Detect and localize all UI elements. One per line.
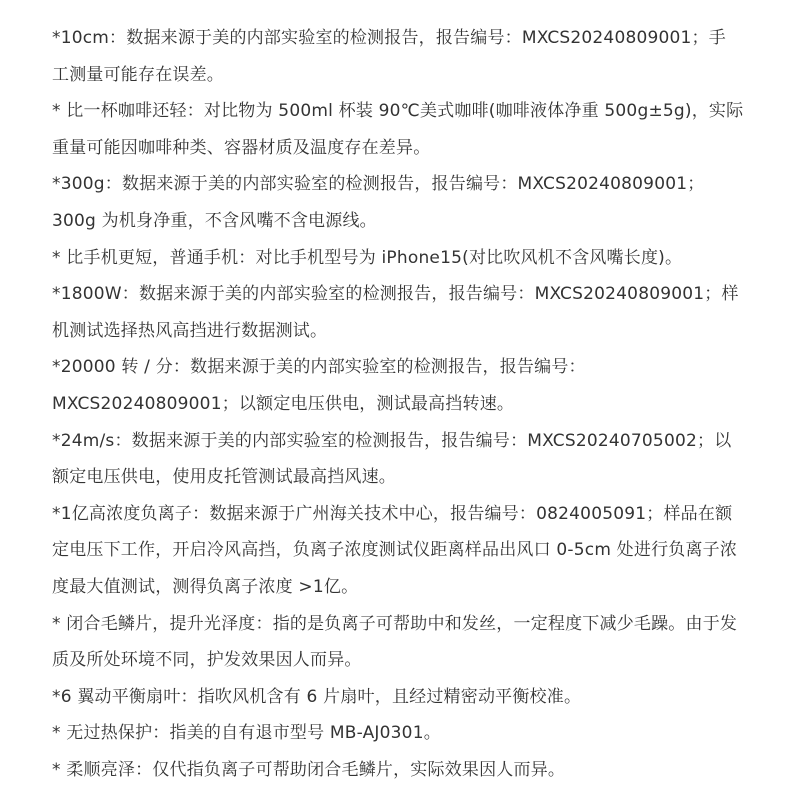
footnote-line: 重量可能因咖啡种类、容器材质及温度存在差异。 (52, 137, 431, 158)
footnote-item (52, 20, 764, 93)
footnote-line: 度最大值测试，测得负离子浓度 >1亿。 (52, 576, 359, 597)
footnote-item (52, 679, 764, 716)
footnote-item (52, 752, 764, 788)
footnote-line: * 无过热保护：指美的自有退市型号 MB-AJ0301。 (52, 723, 441, 744)
footnote-item (52, 715, 764, 752)
footnote-item (52, 349, 764, 422)
footnote-line: * 比手机更短，普通手机：对比手机型号为 iPhone15(对比吹风机不含风嘴长度)。 (52, 247, 683, 268)
footnote-line: *1800W：数据来源于美的内部实验室的检测报告，报告编号：MXCS20240809001；样 (52, 284, 739, 305)
footnote-line: * 比一杯咖啡还轻：对比物为 500ml 杯装 90℃美式咖啡(咖啡液体净重 500g±5g)，实际 (52, 101, 744, 122)
footnote-line: MXCS20240809001；以额定电压供电，测试最高挡转速。 (52, 393, 515, 414)
footnote-item (52, 496, 764, 606)
footnote-line: *300g：数据来源于美的内部实验室的检测报告，报告编号：MXCS20240809001； (52, 174, 705, 195)
footnote-line: *1亿高浓度负离子：数据来源于广州海关技术中心，报告编号：0824005091；样品在额 (52, 503, 733, 524)
footnote-line: * 闭合毛鳞片，提升光泽度：指的是负离子可帮助中和发丝，一定程度下减少毛躁。由于发 (52, 613, 738, 634)
footnote-line: *10cm：数据来源于美的内部实验室的检测报告，报告编号：MXCS20240809001；手 (52, 28, 726, 48)
footnote-line: *24m/s：数据来源于美的内部实验室的检测报告，报告编号：MXCS20240705002；以 (52, 430, 732, 451)
footnote-list (52, 20, 764, 788)
footnote-line: 工测量可能存在误差。 (52, 64, 224, 85)
footnote-line: 300g 为机身净重，不含风嘴不含电源线。 (52, 210, 377, 231)
footnote-item (52, 166, 764, 239)
footnote-line: 额定电压供电，使用皮托管测试最高挡风速。 (52, 467, 396, 488)
footnote-line: 定电压下工作，开启冷风高挡，负离子浓度测试仪距离样品出风口 0-5cm 处进行负离子浓 (52, 540, 738, 561)
footnote-item (52, 423, 764, 496)
footnote-item (52, 606, 764, 679)
footnote-item (52, 93, 764, 166)
footnote-line: * 柔顺亮泽：仅代指负离子可帮助闭合毛鳞片，实际效果因人而异。 (52, 759, 566, 780)
footnote-item (52, 240, 764, 277)
footnote-line: 质及所处环境不同，护发效果因人而异。 (52, 650, 362, 671)
footnote-item (52, 276, 764, 349)
footnote-line: *6 翼动平衡扇叶：指吹风机含有 6 片扇叶，且经过精密动平衡校准。 (52, 686, 582, 707)
footnote-line: *20000 转 / 分：数据来源于美的内部实验室的检测报告，报告编号： (52, 357, 586, 378)
footnote-line: 机测试选择热风高挡进行数据测试。 (52, 320, 328, 341)
